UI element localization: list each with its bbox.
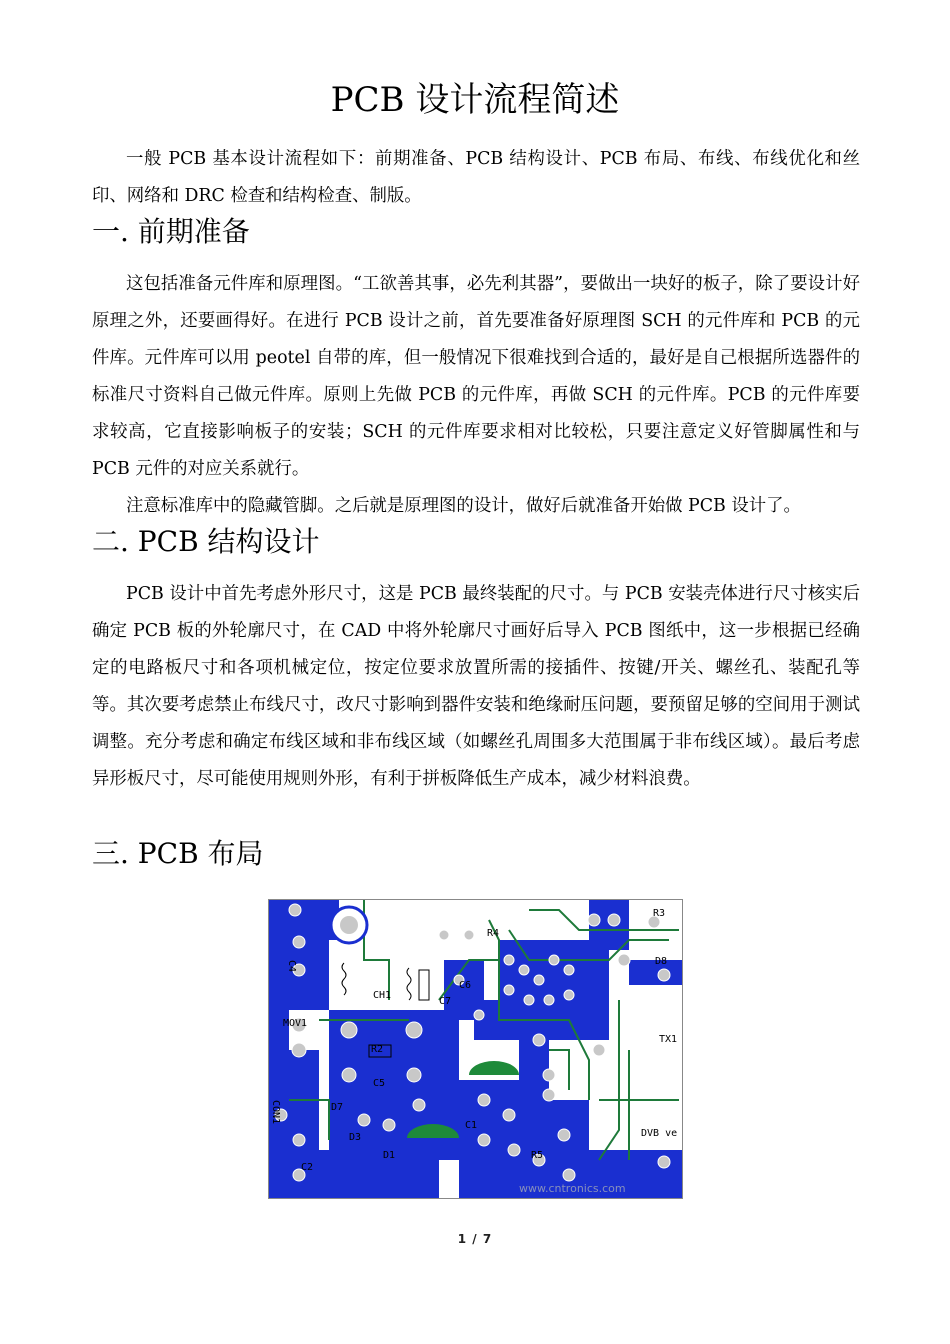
pcb-label-dvb: DVB ve	[641, 1128, 678, 1139]
pcb-label-c4: C4	[286, 960, 297, 973]
structure-paragraph: PCB 设计中首先考虑外形尺寸，这是 PCB 最终装配的尺寸。与 PCB 安装壳体进行尺寸核实后确定 PCB 板的外轮廓尺寸，在 CAD 中将外轮廓尺寸画好后导入 PCB 图纸中，这一步根据已经确定的电路板尺寸和各项机械定位，按定位要求放置所需的接插件、按键/开关、螺丝孔、装配孔等等。其次要考虑禁止布线尺寸，改尺寸影响到器件安装和绝缘耐压问题，要预留足够的空间用于测试调整。充分考虑和确定布线区域和非布线区域（如螺丝孔周围多大范围属于非布线区域）。最后考虑异形板尺寸，尽可能使用规则外形，有利于拼板降低生产成本，减少材料浪费。	[92, 584, 860, 789]
pcb-label-d3: D3	[349, 1132, 362, 1143]
pcb-label-r4: R4	[487, 928, 500, 939]
section-heading-preparation: 一. 前期准备	[92, 215, 250, 248]
pcb-label-c2: C2	[301, 1162, 314, 1173]
pcb-label-c6: C6	[459, 980, 472, 991]
pcb-watermark: www.cntronics.com	[519, 1182, 626, 1195]
page-number: 1 / 7	[457, 1232, 493, 1246]
section-heading-structure: 二. PCB 结构设计	[92, 525, 320, 558]
pcb-layout-svg	[269, 900, 682, 1198]
page-title: PCB 设计流程简述	[330, 80, 620, 120]
pcb-label-c5: C5	[373, 1078, 386, 1089]
pcb-label-r2: R2	[371, 1044, 384, 1055]
pcb-label-con1: CON1	[270, 1100, 281, 1125]
preparation-paragraph: 这包括准备元件库和原理图。“工欲善其事，必先利其器”，要做出一块好的板子，除了要设计好原理之外，还要画得好。在进行 PCB 设计之前，首先要准备好原理图 SCH 的元件库和 PCB 的元件库。元件库可以用 peotel 自带的库，但一般情况下很难找到合适的，最好是自己根据所选器件的标准尺寸资料自己做元件库。原则上先做 PCB 的元件库，再做 SCH 的元件库。PCB 的元件库要求较高，它直接影响板子的安装；SCH 的元件库要求相对比较松，只要注意定义好管脚属性和与 PCB 元件的对应关系就行。	[92, 274, 860, 479]
pcb-label-tx1: TX1	[659, 1034, 678, 1045]
pcb-layout-image	[268, 899, 683, 1199]
section-heading-layout: 三. PCB 布局	[92, 837, 264, 870]
pcb-label-d7: D7	[331, 1102, 344, 1113]
hidden-pins-paragraph: 注意标准库中的隐藏管脚。之后就是原理图的设计，做好后就准备开始做 PCB 设计了。	[126, 496, 801, 516]
pcb-label-ch1: CH1	[373, 990, 392, 1001]
intro-paragraph: 一般 PCB 基本设计流程如下：前期准备、PCB 结构设计、PCB 布局、布线、布线优化和丝印、网络和 DRC 检查和结构检查、制版。	[92, 149, 860, 206]
pcb-label-mov1: MOV1	[283, 1018, 308, 1029]
pcb-label-c1: C1	[465, 1120, 478, 1131]
pcb-label-r5: R5	[531, 1150, 544, 1161]
pcb-label-d8: D8	[655, 956, 668, 967]
pcb-label-d1: D1	[383, 1150, 396, 1161]
pcb-label-c7: C7	[439, 996, 452, 1007]
pcb-label-r3: R3	[653, 908, 666, 919]
